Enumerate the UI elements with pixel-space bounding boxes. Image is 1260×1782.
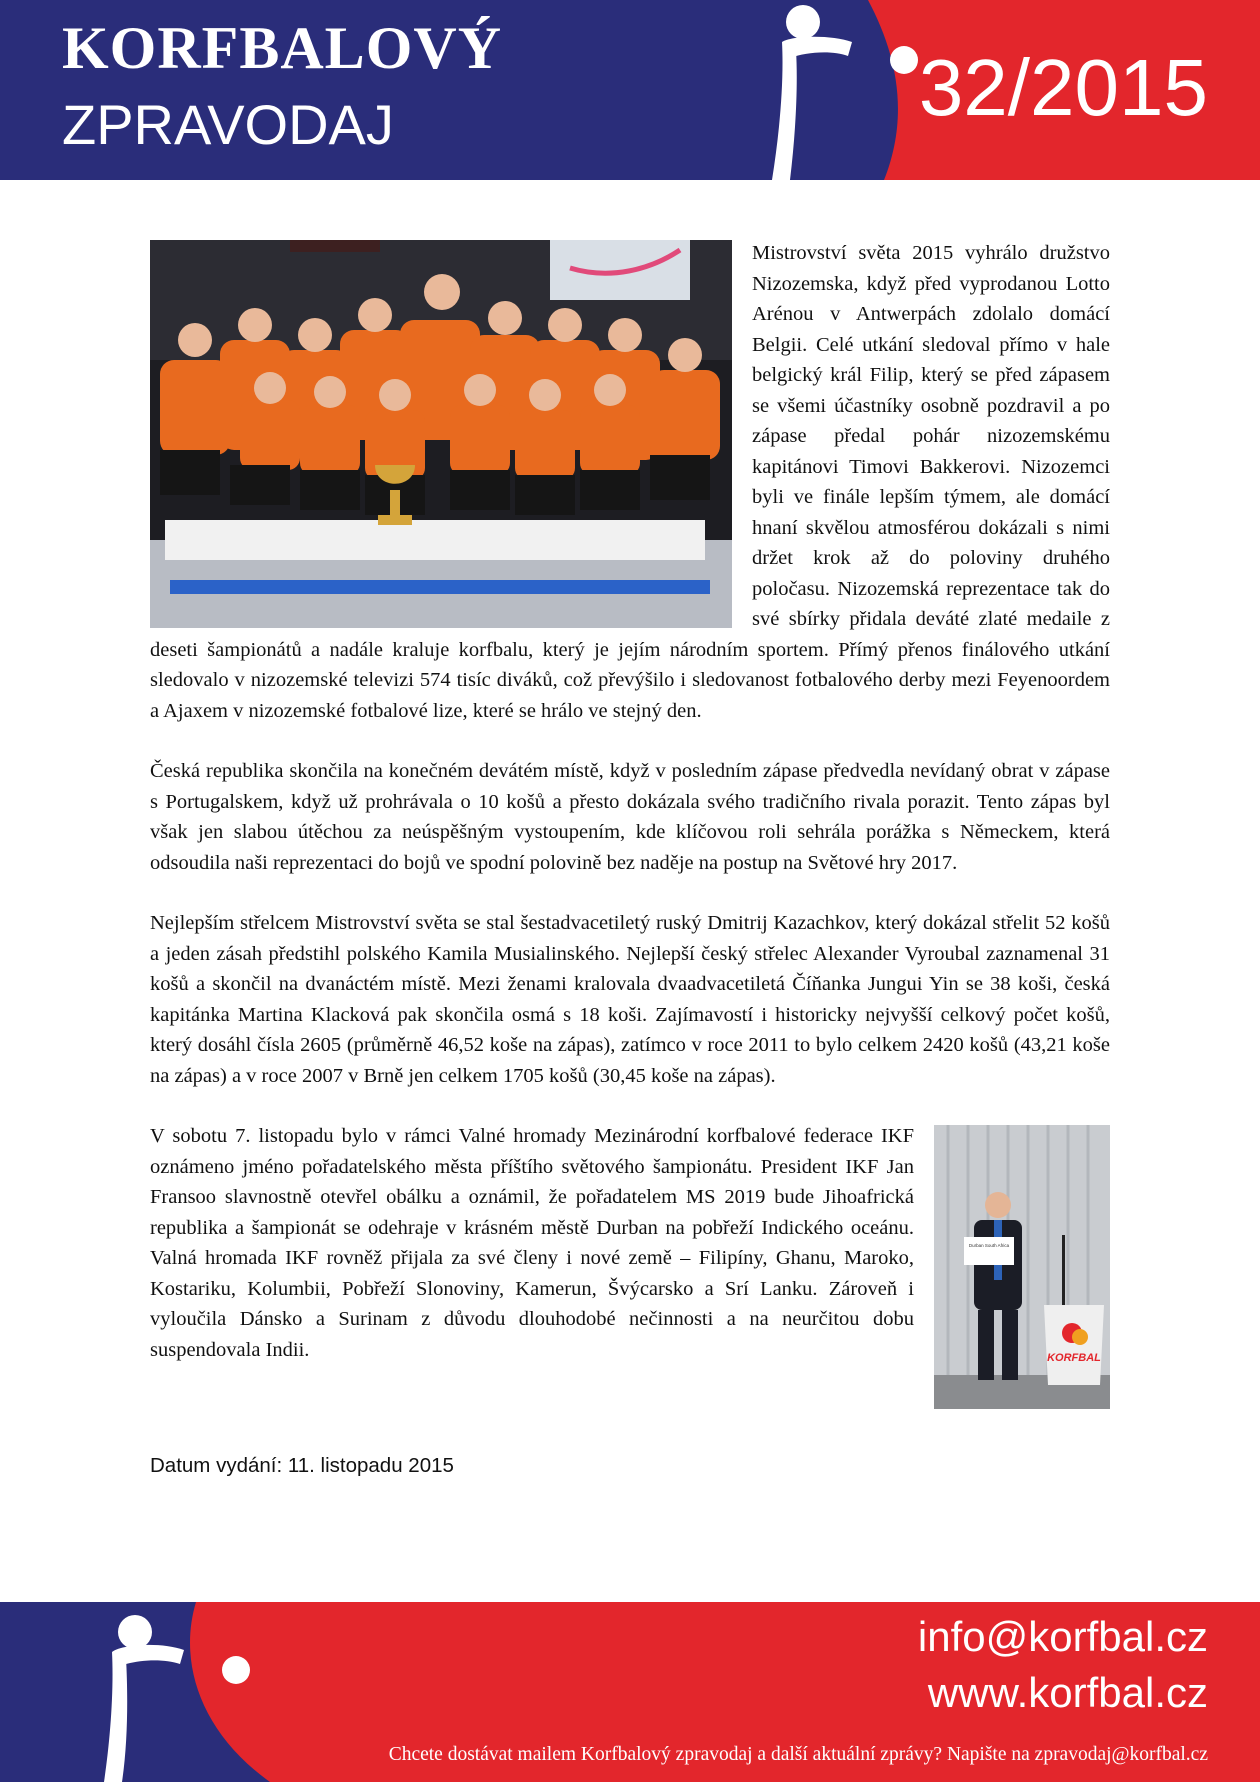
issue-number: 32/2015 [918,43,1208,132]
header-banner [0,0,1260,180]
paragraph-world-championship-final: Mistrovství světa 2015 vyhrálo družstvo Nizozemska, když před vyprodanou Lotto Arénou v Antwerpách zdolalo domácí Belgii. Celé utkání sledoval přímo v hale belgický král Filip, který se před zápasem se všemi účastníky osobně pozdravil a po zápase předal pohár nizozemskému kapitánovi Timovi Bakkerovi. Nizozemci byli ve finále lepším týmem, ale domácí hnaní skvělou atmosférou dokázali s nimi držet krok až do poloviny druhého poločasu. Nizozemská reprezentace tak do své sbírky přidala deváté zlaté medaile z deseti šampionátů a nadále kraluje korfbalu, který je jejím národním sportem. Přímý přenos finálového utkání sledovalo v nizozemské televizi 574 tisíc diváků, což převýšilo i sledovanost fotbalového derby mezi Feyenoordem a Ajaxem v nizozemské fotbalové lize, které se hrálo ve stejný den. [150,242,1110,722]
footer-banner [0,1602,1260,1782]
ikf-president-photo [934,1125,1110,1409]
team-photo [150,240,732,628]
publication-date: Datum vydání: 11. listopadu 2015 [150,1454,454,1477]
svg-text:Durban South Africa: Durban South Africa [968,1243,1010,1248]
brand-title-line2: ZPRAVODAJ [62,93,394,156]
svg-text:KORFBAL: KORFBAL [1047,1352,1101,1364]
website-link[interactable]: www.korfbal.cz [927,1669,1208,1716]
paragraph-top-scorers: Nejlepším střelcem Mistrovství světa se stal šestadvacetiletý ruský Dmitrij Kazachkov, který dokázal střelit 52 košů a jeden zásah předstihl polského Kamila Musialinského. Nejlepší český střelec Alexander Vyroubal zaznamenal 31 košů a skončil na dvanáctém místě. Mezi ženami kralovala dvaadvacetiletá Číňanka Jungui Yin se 38 koši, česká kapitánka Martina Klacková pak skončila osmá s 18 koši. Zajímavostí i historicky nejvyšší celkový počet košů, který dosáhl čísla 2605 (průměrně 46,52 koše na zápas), zatímco v roce 2011 to bylo celkem 2420 košů (43,21 koše na zápas) a v roce 2007 v Brně jen celkem 1705 košů (30,45 koše na zápas). [150,912,1110,1087]
brand-title-line1: KORFBALOVÝ [62,15,503,81]
article-body [150,238,1110,1482]
newsletter-signup-note: Chcete dostávat mailem Korfbalový zpravodaj a další aktuální zprávy? Napište na zpravodaj@korfbal.cz [388,1744,1208,1765]
team-photo-image [150,240,732,628]
contact-email-link[interactable]: info@korfbal.cz [917,1613,1208,1660]
paragraph-czech-result: Česká republika skončila na konečném devátém místě, když v posledním zápase předvedla nevídaný obrat v zápase s Portugalskem, když už prohrávala o 10 košů a přesto dokázala svého tradičního rivala porazit. Tento zápas byl však jen slabou útěchou za neúspěšným vystoupením, kde klíčovou roli sehrála porážka s Německem, která odsoudila naši reprezentaci do bojů ve spodní polovině bez naděje na postup na Světové hry 2017. [150,760,1110,874]
paragraph-ikf-assembly: V sobotu 7. listopadu bylo v rámci Valné hromady Mezinárodní korfbalové federace IKF oznámeno jméno pořadatelského města příštího světového šampionátu. President IKF Jan Fransoo slavnostně otevřel obálku a oznámil, že pořadatelem MS 2019 bude Jihoafrická republika a šampionát se odehraje v krásném městě Durban na pobřeží Indického oceánu. Valná hromada IKF rovněž přijala za své členy i nové země – Filipíny, Ghanu, Maroko, Kostariku, Kolumbii, Pobřeží Slonoviny, Kamerun, Švýcarsko a Srí Lanku. Zároveň i vyloučila Dánsko a Surinam z důvodu dlouhodobé nečinnosti a na neurčitou dobu suspendovala Indii. [150,1125,914,1361]
ikf-president-photo-image [934,1125,1110,1409]
